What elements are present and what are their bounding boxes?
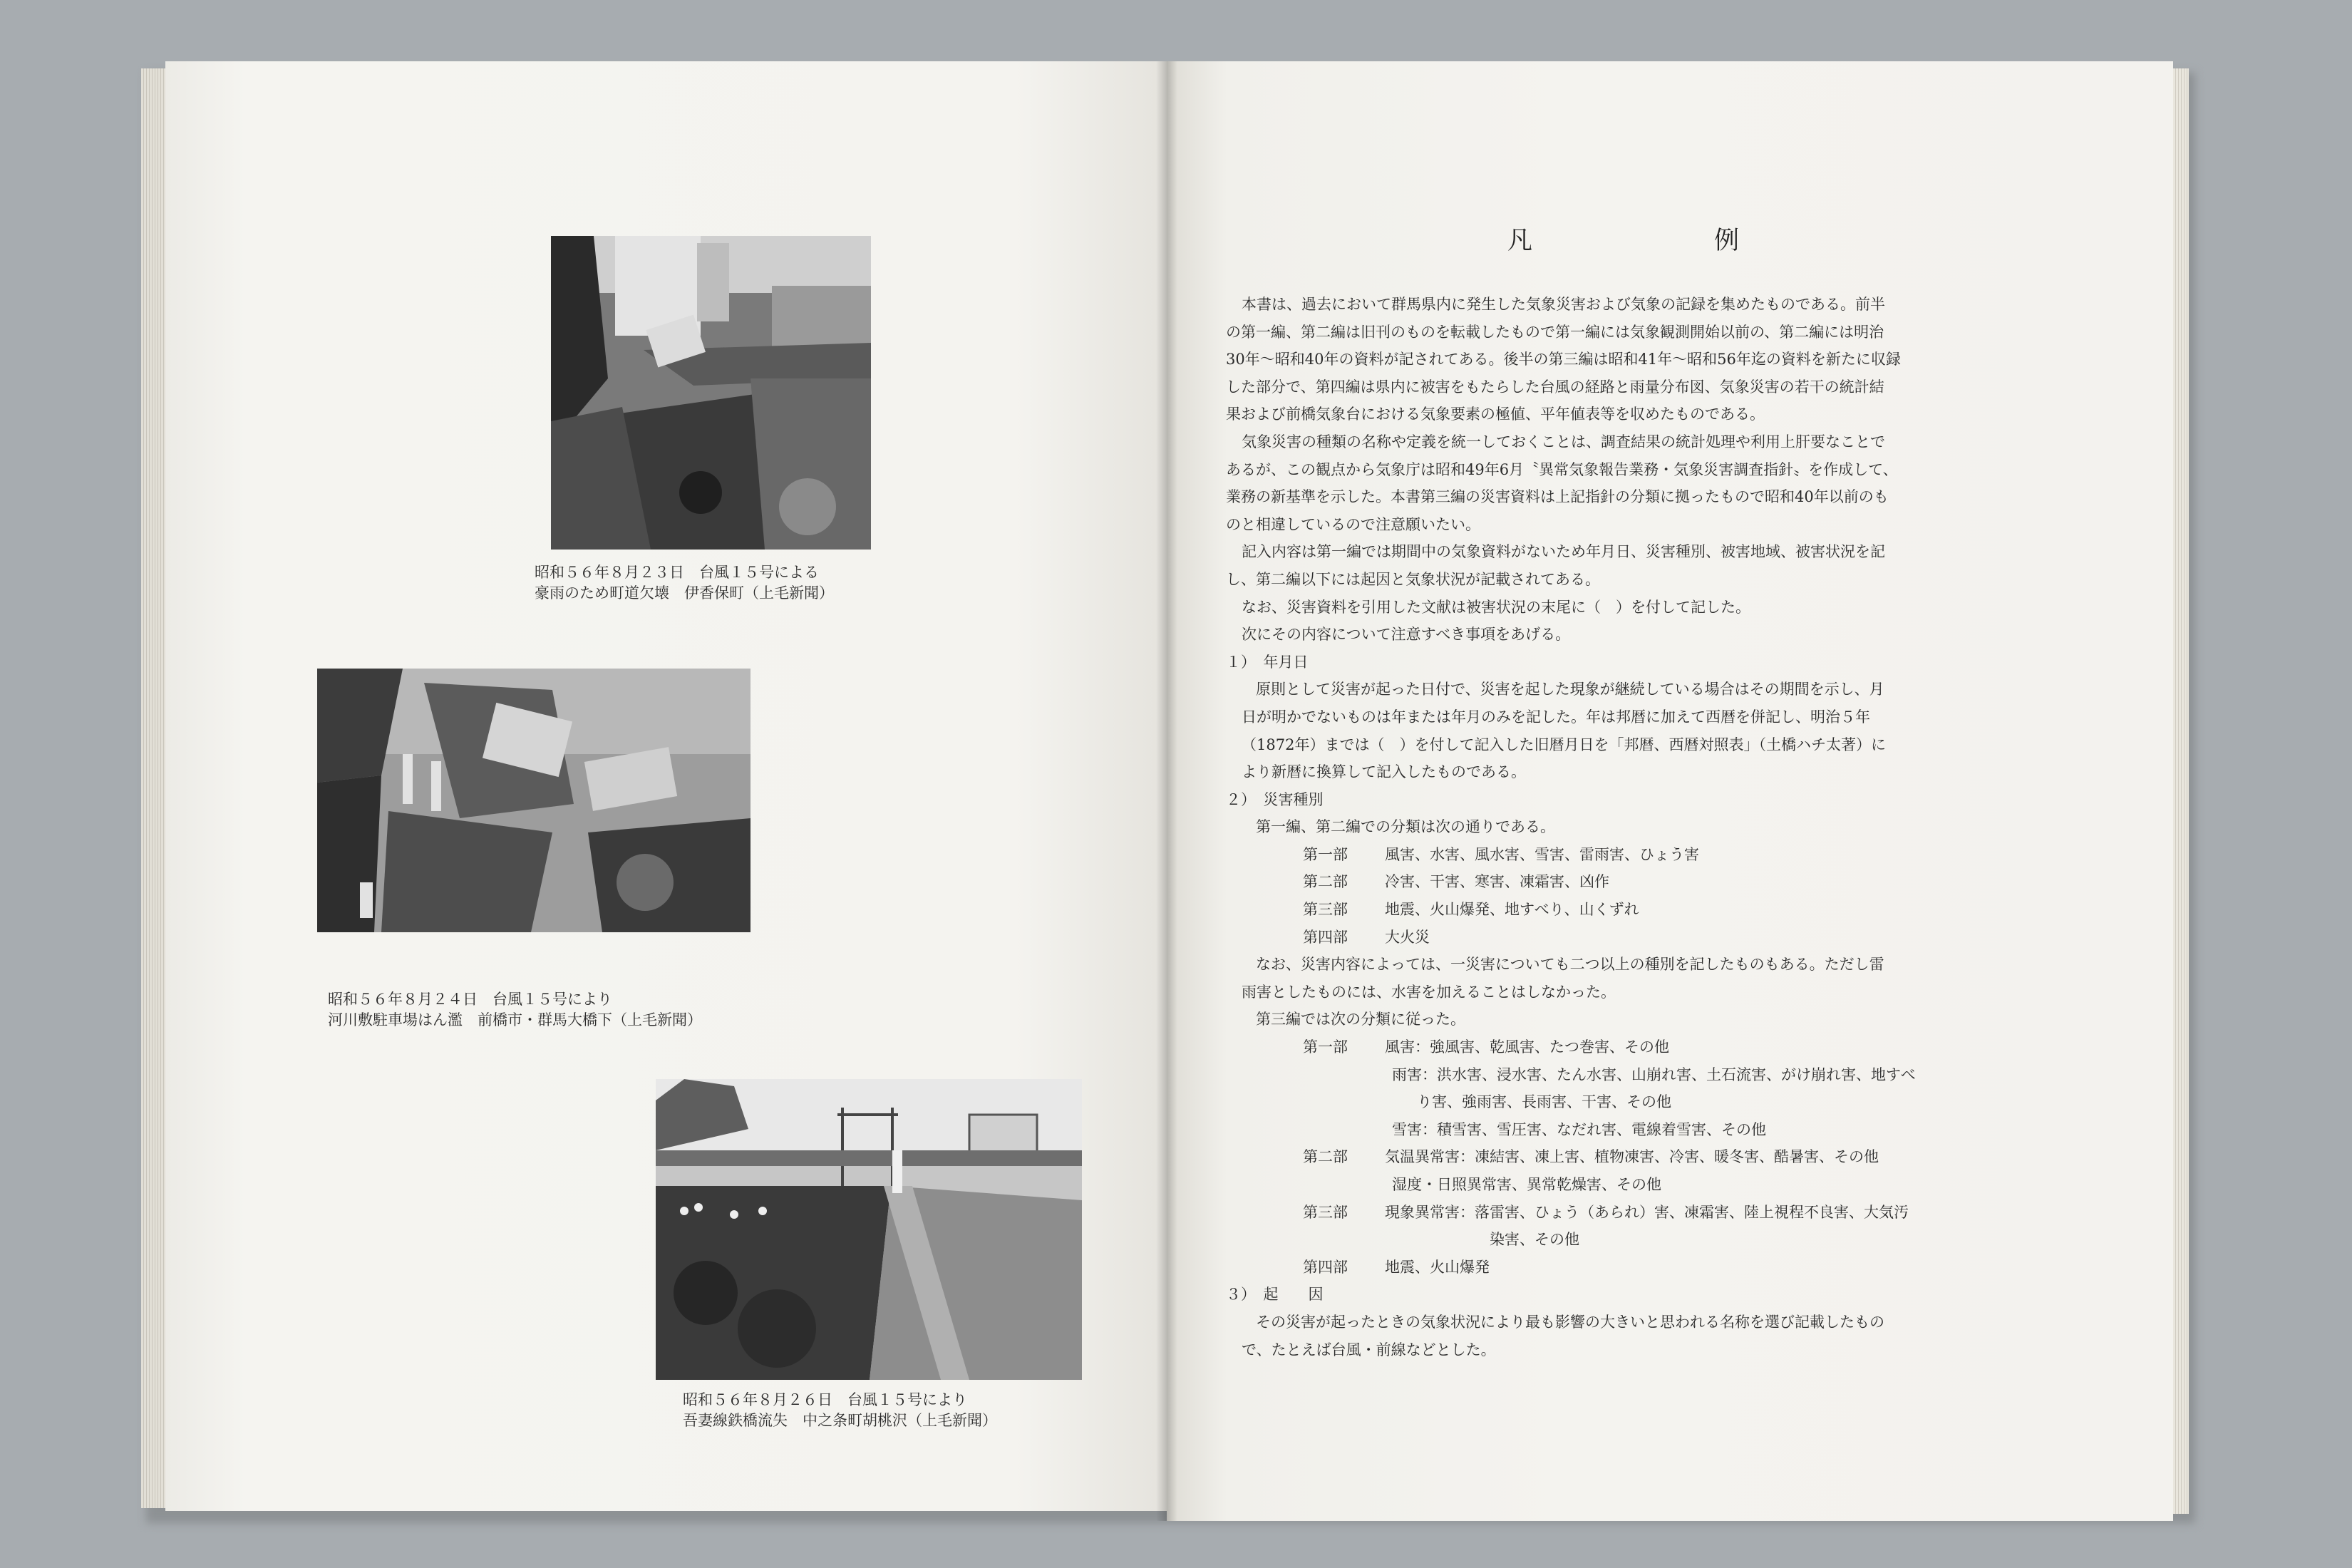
legend-body bbox=[1226, 291, 2021, 1363]
caption-photo-1 bbox=[535, 562, 834, 604]
page-title-b: 例 bbox=[1714, 227, 1740, 255]
body-line: 第三編では次の分類に従った。 bbox=[1256, 1011, 1465, 1028]
body-line: で、たとえば台風・前線などとした。 bbox=[1242, 1341, 1496, 1358]
category-row bbox=[1226, 868, 2021, 896]
category-row bbox=[1226, 1033, 2021, 1061]
body-line: 原則として災害が起った日付で、災害を起した現象が継続している場合はその期間を示し、月 bbox=[1256, 681, 1884, 698]
category-row bbox=[1226, 1143, 2021, 1171]
photo-riverside-flood bbox=[317, 669, 751, 932]
section-heading: ２） 災害種別 bbox=[1226, 790, 1324, 808]
caption-photo-3 bbox=[683, 1390, 997, 1431]
body-line: 雨害としたものには、水害を加えることはしなかった。 bbox=[1242, 983, 1616, 1001]
page-title-a: 凡 bbox=[1507, 227, 1533, 255]
body-line: より新暦に換算して記入したものである。 bbox=[1242, 763, 1526, 781]
category-description: 風害：強風害、乾風害、たつ巻害、その他 bbox=[1385, 1038, 1669, 1056]
category-row bbox=[1226, 896, 2021, 924]
category-description: 地震、火山爆発、地すべり、山くずれ bbox=[1385, 901, 1639, 919]
category-detail: り害、強雨害、長雨害、干害、その他 bbox=[1417, 1093, 1671, 1111]
body-line: 30年〜昭和40年の資料が記されてある。後半の第三編は昭和41年〜昭和56年迄の資料を新たに収録 bbox=[1226, 351, 1901, 368]
category-row bbox=[1226, 1254, 2021, 1281]
category-label: 第二部 bbox=[1303, 1148, 1348, 1166]
category-row bbox=[1226, 924, 2021, 951]
category-label: 第三部 bbox=[1303, 901, 1348, 919]
category-label: 第三部 bbox=[1303, 1203, 1348, 1221]
body-line: あるが、この観点から気象庁は昭和49年6月〝異常気象報告業務・気象災害調査指針〟を作成して、 bbox=[1226, 460, 1898, 478]
caption-2-line-1: 昭和５６年８月２４日 台風１５号により bbox=[328, 991, 612, 1008]
category-description: 現象異常害：落雷害、ひょう（あられ）害、凍霜害、陸上視程不良害、大気汚 bbox=[1385, 1203, 1909, 1221]
photo-railway-bridge bbox=[656, 1079, 1082, 1380]
body-line: した部分で、第四編は県内に被害をもたらした台風の経路と雨量分布図、気象災害の若干の統計結 bbox=[1226, 378, 1884, 396]
category-description: 風害、水害、風水害、雪害、雷雨害、ひょう害 bbox=[1385, 845, 1699, 863]
caption-3-line-1: 昭和５６年８月２６日 台風１５号により bbox=[683, 1391, 967, 1408]
body-line: の第一編、第二編は旧刊のものを転載したもので第一編には気象観測開始以前の、第二編には明治 bbox=[1226, 323, 1884, 341]
category-label: 第一部 bbox=[1303, 845, 1348, 863]
category-row bbox=[1226, 841, 2021, 869]
category-label: 第四部 bbox=[1303, 1258, 1348, 1276]
caption-1-line-2: 豪雨のため町道欠壊 伊香保町（上毛新聞） bbox=[535, 584, 834, 602]
caption-photo-2 bbox=[328, 989, 702, 1031]
caption-2-line-2: 河川敷駐車場はん濫 前橋市・群馬大橋下（上毛新聞） bbox=[328, 1011, 702, 1028]
category-description: 気温異常害：凍結害、凍上害、植物凍害、冷害、暖冬害、酷暑害、その他 bbox=[1385, 1148, 1879, 1166]
category-description: 大火災 bbox=[1385, 928, 1430, 946]
body-line: 記入内容は第一編では期間中の気象資料がないため年月日、災害種別、被害地域、被害状況を記 bbox=[1242, 543, 1885, 561]
body-line: 次にその内容について注意すべき事項をあげる。 bbox=[1242, 626, 1571, 644]
body-line: 日が明かでないものは年または年月のみを記した。年は邦暦に加えて西暦を併記し、明治５年 bbox=[1242, 708, 1870, 726]
body-line: 第一編、第二編での分類は次の通りである。 bbox=[1256, 818, 1555, 836]
caption-1-line-1: 昭和５６年８月２３日 台風１５号による bbox=[535, 564, 819, 581]
category-description: 地震、火山爆発 bbox=[1385, 1258, 1490, 1276]
body-line: なお、災害内容によっては、一災害についても二つ以上の種別を記したものもある。ただし雷 bbox=[1256, 956, 1884, 974]
section-heading: ３） 起 因 bbox=[1226, 1286, 1324, 1304]
body-line: その災害が起ったときの気象状況により最も影響の大きいと思われる名称を選び記載したもの bbox=[1256, 1313, 1884, 1331]
category-label: 第四部 bbox=[1303, 928, 1348, 946]
body-line: なお、災害資料を引用した文献は被害状況の末尾に（ ）を付して記した。 bbox=[1242, 598, 1750, 616]
section-heading: １） 年月日 bbox=[1226, 653, 1309, 671]
category-detail: 雨害：洪水害、浸水害、たん水害、山崩れ害、土石流害、がけ崩れ害、地すべ bbox=[1392, 1066, 1916, 1083]
photo-road-collapse bbox=[551, 236, 871, 550]
body-line: のと相違しているので注意願いたい。 bbox=[1226, 515, 1480, 533]
category-label: 第一部 bbox=[1303, 1038, 1348, 1056]
body-line: 本書は、過去において群馬県内に発生した気象災害および気象の記録を集めたものである。前半 bbox=[1242, 296, 1885, 313]
category-description: 冷害、干害、寒害、凍霜害、凶作 bbox=[1385, 873, 1609, 891]
category-detail: 雪害：積雪害、雪圧害、なだれ害、電線着雪害、その他 bbox=[1392, 1120, 1766, 1138]
body-line: （1872年）までは（ ）を付して記入した旧暦月日を「邦暦、西暦対照表」（土橋ハチ太著）に bbox=[1242, 736, 1886, 753]
category-row bbox=[1226, 1199, 2021, 1227]
book-gutter bbox=[1156, 61, 1177, 1521]
body-line: 気象災害の種類の名称や定義を統一しておくことは、調査結果の統計処理や利用上肝要なことで bbox=[1242, 433, 1885, 450]
page-edges-right bbox=[2173, 68, 2189, 1514]
category-detail: 湿度・日照異常害、異常乾燥害、その他 bbox=[1392, 1176, 1661, 1193]
body-line: 業務の新基準を示した。本書第三編の災害資料は上記指針の分類に拠ったもので昭和40年以前のも bbox=[1226, 488, 1889, 506]
category-detail: 染害、その他 bbox=[1490, 1231, 1579, 1249]
body-line: 果および前橋気象台における気象要素の極値、平年値表等を収めたものである。 bbox=[1226, 406, 1765, 423]
caption-3-line-2: 吾妻線鉄橋流失 中之条町胡桃沢（上毛新聞） bbox=[683, 1412, 997, 1429]
body-line: し、第二編以下には起因と気象状況が記載されてある。 bbox=[1226, 570, 1600, 588]
category-label: 第二部 bbox=[1303, 873, 1348, 891]
